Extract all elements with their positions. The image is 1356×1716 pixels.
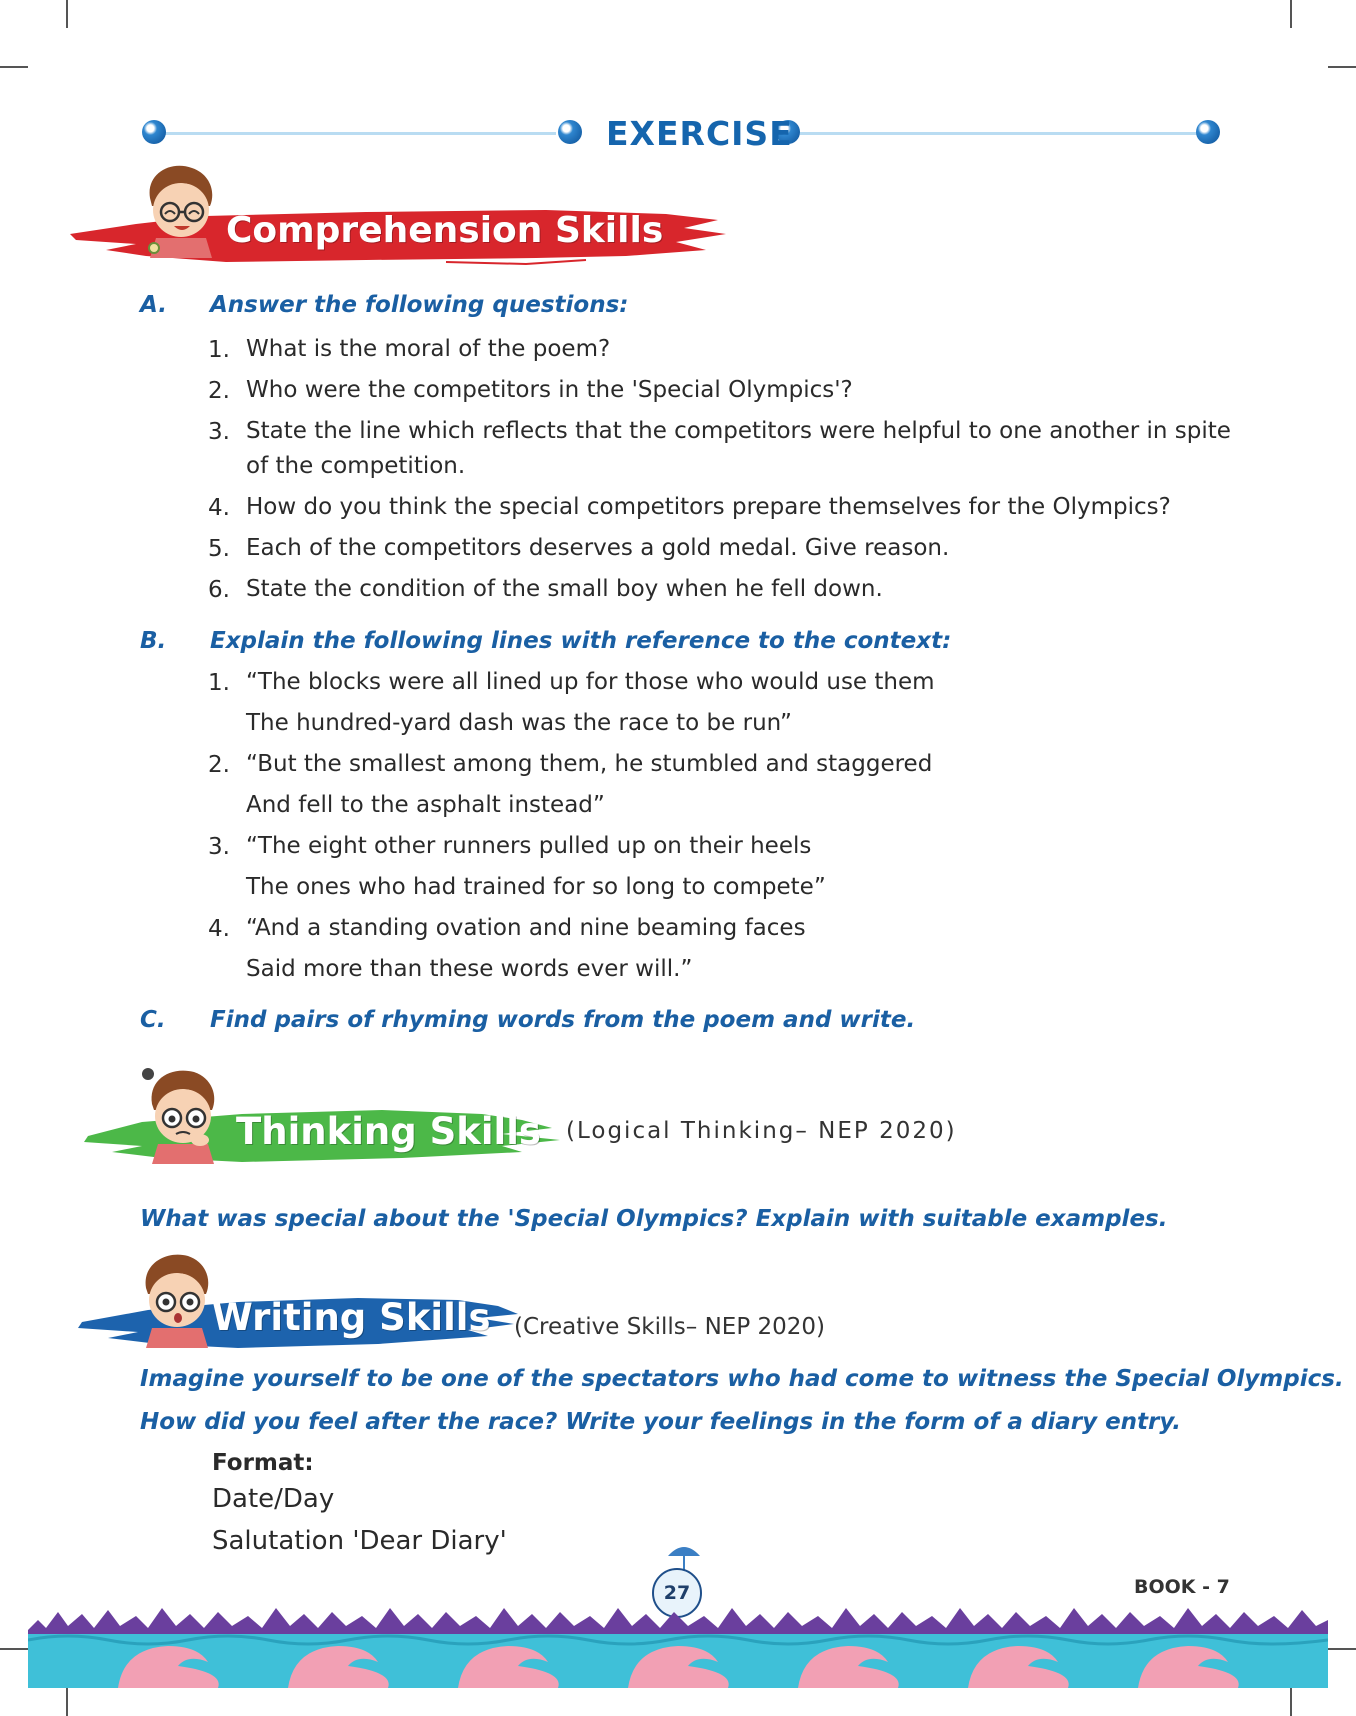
section-c-heading: Find pairs of rhyming words from the poem and write. — [210, 1007, 916, 1033]
section-b-letter: B. — [140, 628, 167, 654]
crop-mark — [66, 0, 68, 28]
umbrella-icon — [664, 1542, 704, 1572]
exercise-rule-left — [158, 132, 556, 135]
boy-character-happy-icon — [140, 162, 220, 258]
bullet-dot-icon — [142, 120, 166, 144]
thinking-skills-tag: (Logical Thinking– NEP 2020) — [566, 1118, 957, 1144]
writing-prompt-line: Imagine yourself to be one of the spectators who had come to witness the Special Olympics. — [140, 1366, 1344, 1392]
question-number: 2. — [208, 378, 230, 404]
format-item: Date/Day — [212, 1484, 335, 1514]
question-number: 1. — [208, 337, 230, 363]
bullet-dot-icon — [1196, 120, 1220, 144]
crop-mark — [1290, 0, 1292, 28]
question-text: Who were the competitors in the 'Special Olympics'? — [246, 377, 853, 403]
comprehension-skills-title: Comprehension Skills — [226, 210, 664, 251]
question-number: 4. — [208, 495, 230, 521]
page-number: 27 — [652, 1568, 702, 1618]
format-label: Format: — [212, 1450, 314, 1476]
question-number: 2. — [208, 752, 230, 778]
quote-line: “But the smallest among them, he stumbled and staggered — [246, 751, 933, 777]
question-text: What is the moral of the poem? — [246, 336, 611, 362]
section-c-letter: C. — [140, 1007, 166, 1033]
boy-character-thinking-icon — [140, 1064, 224, 1164]
question-number: 6. — [208, 577, 230, 603]
bullet-dot-icon — [558, 120, 582, 144]
question-number: 3. — [208, 834, 230, 860]
section-b-heading: Explain the following lines with reference to the context: — [210, 628, 952, 654]
thinking-question: What was special about the 'Special Olympics? Explain with suitable examples. — [140, 1206, 1168, 1232]
crop-mark — [1290, 1688, 1292, 1716]
format-item: Salutation 'Dear Diary' — [212, 1526, 507, 1556]
question-text: State the condition of the small boy when he fell down. — [246, 576, 883, 602]
quote-line: “The blocks were all lined up for those who would use them — [246, 669, 935, 695]
quote-line: And fell to the asphalt instead” — [246, 792, 605, 818]
quote-line: Said more than these words ever will.” — [246, 956, 693, 982]
thinking-skills-title: Thinking Skills — [236, 1110, 541, 1153]
crop-mark — [1328, 66, 1356, 68]
writing-skills-tag: (Creative Skills– NEP 2020) — [514, 1314, 826, 1340]
section-a-heading: Answer the following questions: — [210, 292, 629, 318]
crop-mark — [0, 1648, 28, 1650]
writing-skills-title: Writing Skills — [212, 1296, 491, 1339]
crop-mark — [1328, 1648, 1356, 1650]
question-text: Each of the competitors deserves a gold medal. Give reason. — [246, 535, 950, 561]
decorative-footer-landscape — [28, 1592, 1328, 1688]
question-number: 4. — [208, 916, 230, 942]
book-label: BOOK - 7 — [1134, 1576, 1230, 1598]
quote-line: “And a standing ovation and nine beaming faces — [246, 915, 806, 941]
quote-line: “The eight other runners pulled up on their heels — [246, 833, 812, 859]
question-number: 5. — [208, 536, 230, 562]
question-text: State the line which reflects that the competitors were helpful to one another in spite of the competition. — [246, 418, 1231, 479]
crop-mark — [66, 1688, 68, 1716]
quote-line: The hundred-yard dash was the race to be run” — [246, 710, 792, 736]
section-a-letter: A. — [140, 292, 167, 318]
exercise-rule-right — [800, 132, 1200, 135]
question-number: 3. — [208, 419, 230, 445]
exercise-title: EXERCISE — [606, 114, 793, 153]
boy-character-surprised-icon — [136, 1250, 216, 1348]
crop-mark — [0, 66, 28, 68]
quote-line: The ones who had trained for so long to compete” — [246, 874, 826, 900]
question-number: 1. — [208, 670, 230, 696]
writing-prompt-line: How did you feel after the race? Write your feelings in the form of a diary entry. — [140, 1409, 1182, 1435]
question-text: How do you think the special competitors prepare themselves for the Olympics? — [246, 494, 1171, 520]
